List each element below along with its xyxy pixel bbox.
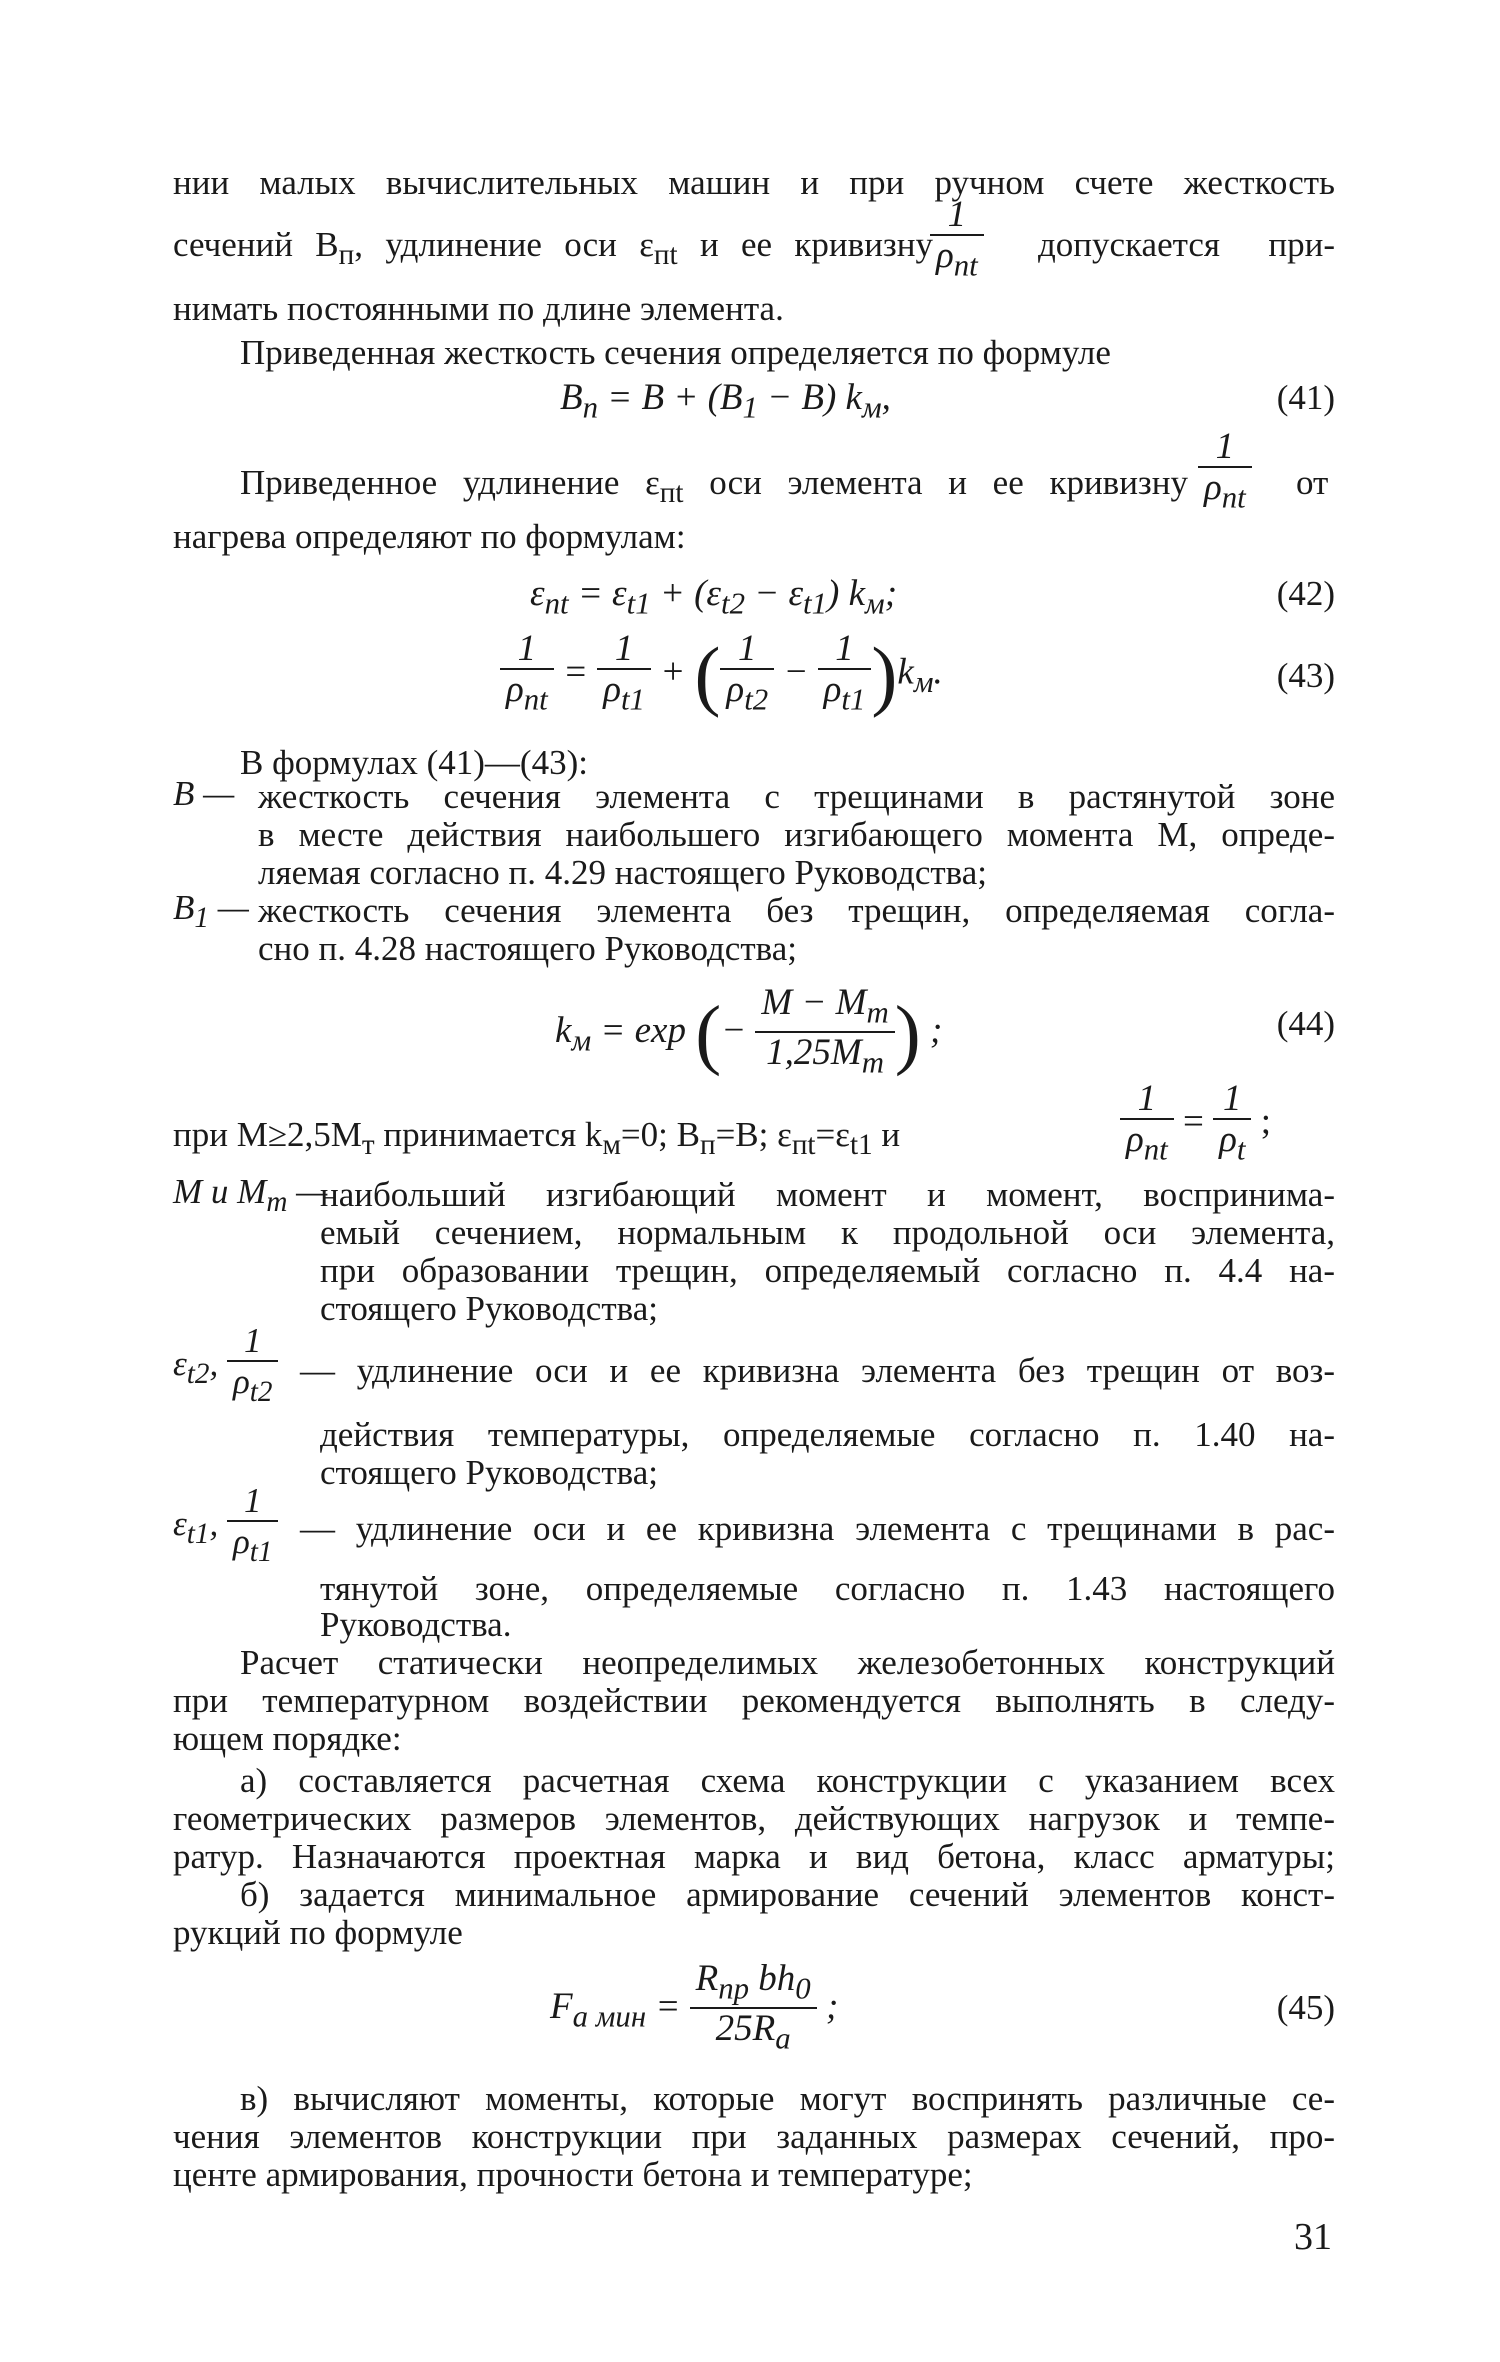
definition-line: — удлинение оси и ее кривизна элемента без трещин от воз- [300,1351,1335,1390]
definition-line: емый сечением, нормальным к продольной оси элемента, [320,1213,1335,1252]
text-line: от [1296,463,1329,502]
definition-line: в месте действия наибольшего изгибающего момента M, опреде- [258,815,1335,854]
text-line: рукций по формуле [173,1913,463,1952]
definition-term: $\varepsilon_{t1}$, $\frac{1}{\rho_{t1}}$ [173,1482,278,1572]
text-line: нимать постоянными по длине элемента. [173,289,784,328]
equation-45: $F_{а мин}$ = $\frac{R_{пр} bh_0}{25R_а}$ ; [550,1960,838,2059]
definition-line: жесткость сечения элемента с трещинами в растянутой зоне [258,777,1335,816]
fraction-1-over-rho: $\frac{1}{\rho_{пt}}$ [930,196,984,285]
text-line: в) вычисляют моменты, которые могут воспринять различные се- [240,2079,1335,2118]
definition-line: Руководства. [320,1605,512,1644]
text-line: сечений $B_п$, удлинение оси $\varepsilon_{пt}$ и ее кривизну [173,225,933,271]
text-line: б) задается минимальное армирование сечений элементов конст- [240,1875,1335,1914]
definition-line: стоящего Руководства; [320,1289,658,1328]
fraction-1-over-rho: $\frac{1}{\rho_{пt}}$ [1198,428,1252,517]
text-line: нагрева определяют по формулам: [173,517,686,556]
definition-line: при образовании трещин, определяемый согласно п. 4.4 на- [320,1251,1335,1290]
text-line: ющем порядке: [173,1719,402,1758]
equation-number: (45) [1276,1988,1335,2027]
definition-line: сно п. 4.28 настоящего Руководства; [258,929,797,968]
text-line: при температурном воздействии рекомендуется выполнять в следу- [173,1681,1335,1720]
text-line: Приведенная жесткость сечения определяется по формуле [240,333,1111,372]
definition-line: — удлинение оси и ее кривизна элемента с трещинами в рас- [300,1509,1335,1548]
text-line: чения элементов конструкции при заданных размерах сечений, про- [173,2117,1335,2156]
text-line: а) составляется расчетная схема конструкции с указанием всех [240,1761,1335,1800]
equation-44: $k_м = \exp$ (− $\frac{M - M_т}{1,25M_т}$ ) ; [555,984,942,1083]
definition-line: ляемая согласно п. 4.29 настоящего Руководства; [258,853,987,892]
definition-line: наибольший изгибающий момент и момент, воспринима- [320,1175,1335,1214]
definition-line: жесткость сечения элемента без трещин, определяемая согла- [258,891,1335,930]
text-line: Приведенное удлинение $\varepsilon_{пt}$ оси элемента и ее кривизну [240,463,1188,509]
definition-line: действия температуры, определяемые согласно п. 1.40 на- [320,1415,1335,1454]
equation-41: $B_п = B + (B_1 - B)$ $k_м$, [560,377,891,425]
text-line: ратур. Назначаются проектная марка и вид бетона, класс арматуры; [173,1837,1335,1876]
text-line: нии малых вычислительных машин и при ручном счете жесткость [173,163,1335,202]
definition-term: $\varepsilon_{t2}$, $\frac{1}{\rho_{t2}}$ [173,1322,278,1412]
definition-term: M и $M_т$ — [173,1172,328,1218]
text-line: геометрических размеров элементов, действующих нагрузок и темпе- [173,1799,1335,1838]
text-line: Расчет статически неопределимых железобетонных конструкций [240,1643,1335,1682]
text-line: допускается при- [1038,225,1335,264]
page-number: 31 [1294,2216,1332,2258]
definition-term: $B_1$ — [173,888,249,934]
text-line: В формулах (41)—(43): [240,743,588,782]
text-line: центе армирования, прочности бетона и температуре; [173,2155,973,2194]
equation-number: (44) [1276,1004,1335,1043]
text-line: при $M\ge 2,5M_т$ принимается $k_м=0$; $B_п=B$; $\varepsilon_{пt}=\varepsilon_{t1}$ и [173,1115,901,1161]
equation-number: (42) [1276,574,1335,613]
equation-number: (43) [1276,656,1335,695]
definition-term: B — [173,774,235,813]
equation-42: $\varepsilon_{пt} = \varepsilon_{t1} + (\varepsilon_{t2} - \varepsilon_{t1})$ $k_м$; [530,573,898,621]
equation-number: (41) [1276,378,1335,417]
equation-rho-equality: $\frac{1}{\rho_{пt}}$ = $\frac{1}{\rho_t}$ ; [1120,1080,1271,1169]
definition-line: тянутой зоне, определяемые согласно п. 1.43 настоящего [320,1569,1335,1608]
equation-43: $\frac{1}{\rho_{пt}}$ = $\frac{1}{\rho_{t1}}$ + ( $\frac{1}{\rho_{t2}}$ − $\frac{1}{\rho_{t1}}$ )$k_м$. [500,630,943,720]
definition-line: стоящего Руководства; [320,1453,658,1492]
